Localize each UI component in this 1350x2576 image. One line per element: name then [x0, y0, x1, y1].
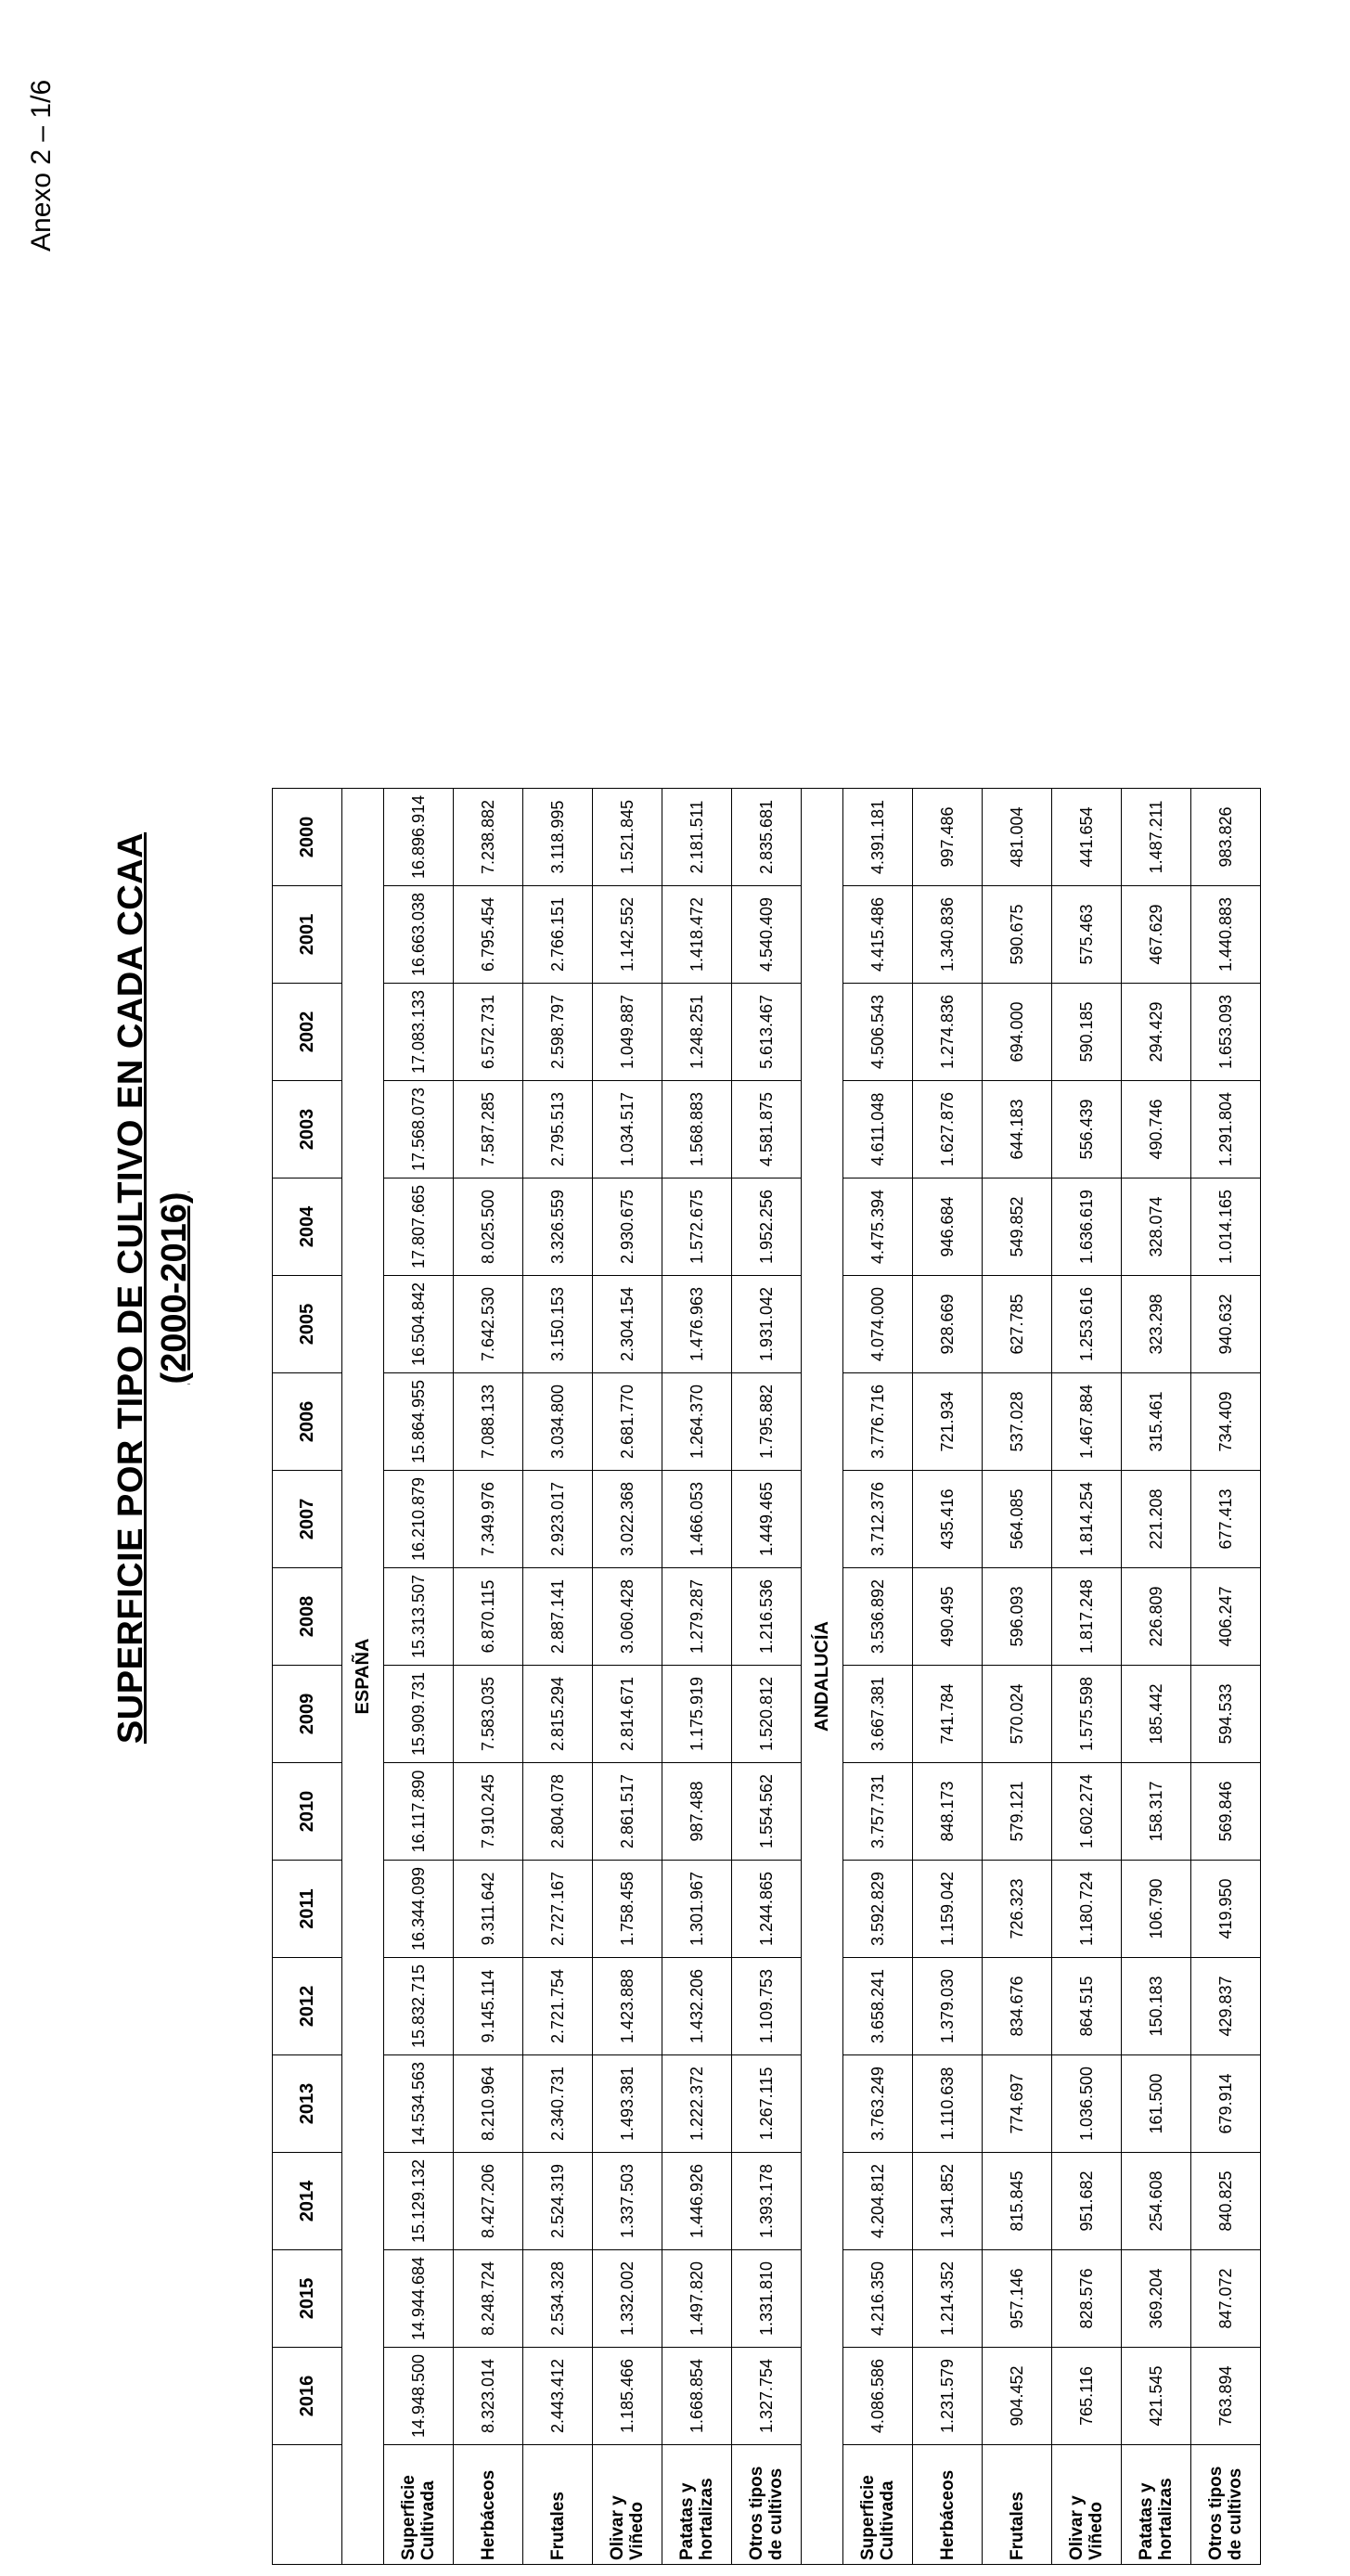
table-cell: 763.894 — [1191, 2348, 1261, 2445]
table-cell: 2.815.294 — [523, 1666, 593, 1763]
table-cell: 940.632 — [1191, 1276, 1261, 1373]
section-header-row — [802, 789, 843, 2565]
table-cell: 575.463 — [1052, 886, 1122, 984]
table-cell: 2.930.675 — [593, 1179, 662, 1276]
row-label: Patatas y hortalizas — [1122, 2445, 1191, 2565]
table-cell: 1.520.812 — [732, 1666, 802, 1763]
table-cell: 1.109.753 — [732, 1958, 802, 2055]
table-cell: 848.173 — [913, 1763, 983, 1861]
table-cell: 1.244.865 — [732, 1861, 802, 1958]
year-header: 2002 — [273, 984, 342, 1081]
table-cell: 834.676 — [983, 1958, 1052, 2055]
table-cell: 1.142.552 — [593, 886, 662, 984]
table-row — [913, 789, 983, 2565]
table-cell: 16.896.914 — [384, 789, 454, 886]
header-corner — [273, 2445, 342, 2565]
table-cell: 1.476.963 — [662, 1276, 732, 1373]
table-cell: 315.461 — [1122, 1373, 1191, 1471]
table-cell: 4.611.048 — [843, 1081, 913, 1179]
table-cell: 815.845 — [983, 2153, 1052, 2250]
table-cell: 1.279.287 — [662, 1568, 732, 1666]
table-cell: 2.835.681 — [732, 789, 802, 886]
table-cell: 1.795.882 — [732, 1373, 802, 1471]
table-cell: 1.627.876 — [913, 1081, 983, 1179]
table-cell: 579.121 — [983, 1763, 1052, 1861]
table-cell: 1.449.465 — [732, 1471, 802, 1568]
year-header: 2009 — [273, 1666, 342, 1763]
row-label: Olivar y Viñedo — [593, 2445, 662, 2565]
table-cell: 3.060.428 — [593, 1568, 662, 1666]
year-header-row — [273, 789, 342, 2565]
table-cell: 1.185.466 — [593, 2348, 662, 2445]
table-cell: 590.185 — [1052, 984, 1122, 1081]
table-cell: 1.668.854 — [662, 2348, 732, 2445]
table-cell: 4.540.409 — [732, 886, 802, 984]
table-cell: 957.146 — [983, 2250, 1052, 2348]
table-cell: 679.914 — [1191, 2055, 1261, 2153]
table-cell: 221.208 — [1122, 1471, 1191, 1568]
year-header: 2008 — [273, 1568, 342, 1666]
year-header: 2005 — [273, 1276, 342, 1373]
table-cell: 1.466.053 — [662, 1471, 732, 1568]
table-cell: 369.204 — [1122, 2250, 1191, 2348]
table-cell: 3.592.829 — [843, 1861, 913, 1958]
table-cell: 1.036.500 — [1052, 2055, 1122, 2153]
table-row — [523, 789, 593, 2565]
table-cell: 150.183 — [1122, 1958, 1191, 2055]
table-cell: 564.085 — [983, 1471, 1052, 1568]
title-block — [111, 0, 195, 2576]
table-cell: 734.409 — [1191, 1373, 1261, 1471]
table-cell: 596.093 — [983, 1568, 1052, 1666]
table-cell: 17.568.073 — [384, 1081, 454, 1179]
table-cell: 467.629 — [1122, 886, 1191, 984]
table-cell: 1.931.042 — [732, 1276, 802, 1373]
table-cell: 4.086.586 — [843, 2348, 913, 2445]
year-header: 2014 — [273, 2153, 342, 2250]
table-cell: 106.790 — [1122, 1861, 1191, 1958]
table-cell: 1.267.115 — [732, 2055, 802, 2153]
table-cell: 1.653.093 — [1191, 984, 1261, 1081]
table-cell: 8.248.724 — [454, 2250, 523, 2348]
table-cell: 2.887.141 — [523, 1568, 593, 1666]
table-cell: 328.074 — [1122, 1179, 1191, 1276]
table-cell: 1.175.919 — [662, 1666, 732, 1763]
table-cell: 569.846 — [1191, 1763, 1261, 1861]
table-cell: 419.950 — [1191, 1861, 1261, 1958]
table-cell: 2.727.167 — [523, 1861, 593, 1958]
table-cell: 1.332.002 — [593, 2250, 662, 2348]
table-cell: 537.028 — [983, 1373, 1052, 1471]
table-row — [1191, 789, 1261, 2565]
row-label: Patatas y hortalizas — [662, 2445, 732, 2565]
table-cell: 570.024 — [983, 1666, 1052, 1763]
table-cell: 549.852 — [983, 1179, 1052, 1276]
table-cell: 2.181.511 — [662, 789, 732, 886]
table-cell: 1.331.810 — [732, 2250, 802, 2348]
table-cell: 14.944.684 — [384, 2250, 454, 2348]
table-cell: 7.642.530 — [454, 1276, 523, 1373]
table-row — [732, 789, 802, 2565]
table-cell: 1.337.503 — [593, 2153, 662, 2250]
table-cell: 1.014.165 — [1191, 1179, 1261, 1276]
table-cell: 1.110.638 — [913, 2055, 983, 2153]
table-cell: 644.183 — [983, 1081, 1052, 1179]
section-header-row — [342, 789, 384, 2565]
table-cell: 5.613.467 — [732, 984, 802, 1081]
table-cell: 421.545 — [1122, 2348, 1191, 2445]
table-cell: 1.327.754 — [732, 2348, 802, 2445]
table-cell: 1.264.370 — [662, 1373, 732, 1471]
table-cell: 16.344.099 — [384, 1861, 454, 1958]
table-cell: 1.393.178 — [732, 2153, 802, 2250]
table-cell: 1.423.888 — [593, 1958, 662, 2055]
table-cell: 1.817.248 — [1052, 1568, 1122, 1666]
year-header: 2016 — [273, 2348, 342, 2445]
table-cell: 3.022.368 — [593, 1471, 662, 1568]
table-cell: 1.521.845 — [593, 789, 662, 886]
table-cell: 2.804.078 — [523, 1763, 593, 1861]
section-title: ESPAÑA — [342, 789, 384, 2565]
table-cell: 2.340.731 — [523, 2055, 593, 2153]
year-header: 2006 — [273, 1373, 342, 1471]
row-label: Otros tipos de cultivos — [1191, 2445, 1261, 2565]
table-cell: 1.758.458 — [593, 1861, 662, 1958]
table-cell: 15.129.132 — [384, 2153, 454, 2250]
table-cell: 3.658.241 — [843, 1958, 913, 2055]
table-cell: 8.210.964 — [454, 2055, 523, 2153]
table-cell: 226.809 — [1122, 1568, 1191, 1666]
table-cell: 828.576 — [1052, 2250, 1122, 2348]
table-cell: 1.572.675 — [662, 1179, 732, 1276]
table-cell: 987.488 — [662, 1763, 732, 1861]
table-cell: 4.415.486 — [843, 886, 913, 984]
table-cell: 15.909.731 — [384, 1666, 454, 1763]
table-cell: 15.832.715 — [384, 1958, 454, 2055]
table-cell: 1.231.579 — [913, 2348, 983, 2445]
table-cell: 1.602.274 — [1052, 1763, 1122, 1861]
table-cell: 15.313.507 — [384, 1568, 454, 1666]
table-cell: 254.608 — [1122, 2153, 1191, 2250]
table-cell: 1.222.372 — [662, 2055, 732, 2153]
table-cell: 429.837 — [1191, 1958, 1261, 2055]
table-cell: 1.049.887 — [593, 984, 662, 1081]
table-row — [843, 789, 913, 2565]
table-cell: 3.326.559 — [523, 1179, 593, 1276]
table-cell: 3.536.892 — [843, 1568, 913, 1666]
year-header: 2004 — [273, 1179, 342, 1276]
table-cell: 3.763.249 — [843, 2055, 913, 2153]
table-cell: 1.440.883 — [1191, 886, 1261, 984]
table-cell: 6.795.454 — [454, 886, 523, 984]
table-cell: 997.486 — [913, 789, 983, 886]
table-row — [384, 789, 454, 2565]
table-cell: 3.776.716 — [843, 1373, 913, 1471]
crop-surface-table — [272, 788, 1261, 2565]
table-cell: 1.253.616 — [1052, 1276, 1122, 1373]
table-cell: 158.317 — [1122, 1763, 1191, 1861]
table-cell: 1.379.030 — [913, 1958, 983, 2055]
table-cell: 1.636.619 — [1052, 1179, 1122, 1276]
table-cell: 741.784 — [913, 1666, 983, 1763]
table-cell: 1.814.254 — [1052, 1471, 1122, 1568]
table-cell: 1.034.517 — [593, 1081, 662, 1179]
table-cell: 1.432.206 — [662, 1958, 732, 2055]
table-row — [983, 789, 1052, 2565]
table-cell: 1.497.820 — [662, 2250, 732, 2348]
table-cell: 1.493.381 — [593, 2055, 662, 2153]
table-cell: 1.180.724 — [1052, 1861, 1122, 1958]
table-cell: 1.467.884 — [1052, 1373, 1122, 1471]
table-cell: 16.210.879 — [384, 1471, 454, 1568]
table-cell: 677.413 — [1191, 1471, 1261, 1568]
table-cell: 8.025.500 — [454, 1179, 523, 1276]
table-cell: 2.721.754 — [523, 1958, 593, 2055]
table-cell: 7.583.035 — [454, 1666, 523, 1763]
table-cell: 14.948.500 — [384, 2348, 454, 2445]
table-cell: 185.442 — [1122, 1666, 1191, 1763]
table-cell: 7.238.882 — [454, 789, 523, 886]
table-cell: 17.083.133 — [384, 984, 454, 1081]
table-cell: 2.681.770 — [593, 1373, 662, 1471]
year-header: 2003 — [273, 1081, 342, 1179]
table-cell: 7.349.976 — [454, 1471, 523, 1568]
table-cell: 1.952.256 — [732, 1179, 802, 1276]
table-cell: 2.443.412 — [523, 2348, 593, 2445]
table-cell: 721.934 — [913, 1373, 983, 1471]
table-cell: 323.298 — [1122, 1276, 1191, 1373]
table-cell: 9.311.642 — [454, 1861, 523, 1958]
row-label: Otros tipos de cultivos — [732, 2445, 802, 2565]
table-cell: 6.572.731 — [454, 984, 523, 1081]
table-cell: 3.757.731 — [843, 1763, 913, 1861]
table-cell: 2.534.328 — [523, 2250, 593, 2348]
table-cell: 627.785 — [983, 1276, 1052, 1373]
table-cell: 7.587.285 — [454, 1081, 523, 1179]
year-header: 2001 — [273, 886, 342, 984]
table-cell: 3.034.800 — [523, 1373, 593, 1471]
table-cell: 726.323 — [983, 1861, 1052, 1958]
page-subtitle: (2000-2016) — [155, 1191, 194, 1385]
row-label: Superficie Cultivada — [843, 2445, 913, 2565]
table-cell: 594.533 — [1191, 1666, 1261, 1763]
table-cell: 2.814.671 — [593, 1666, 662, 1763]
table-cell: 4.475.394 — [843, 1179, 913, 1276]
page-title: SUPERFICIE POR TIPO DE CULTIVO EN CADA CCAA — [111, 831, 150, 1745]
table-cell: 3.150.153 — [523, 1276, 593, 1373]
table-cell: 14.534.563 — [384, 2055, 454, 2153]
table-cell: 3.712.376 — [843, 1471, 913, 1568]
table-cell: 7.088.133 — [454, 1373, 523, 1471]
table-cell: 864.515 — [1052, 1958, 1122, 2055]
table-cell: 1.487.211 — [1122, 789, 1191, 886]
table-cell: 4.074.000 — [843, 1276, 913, 1373]
table-cell: 2.795.513 — [523, 1081, 593, 1179]
table-cell: 481.004 — [983, 789, 1052, 886]
section-title: ANDALUCÍA — [802, 789, 843, 2565]
table-cell: 4.204.812 — [843, 2153, 913, 2250]
row-label: Herbáceos — [454, 2445, 523, 2565]
table-row — [1122, 789, 1191, 2565]
table-cell: 1.216.536 — [732, 1568, 802, 1666]
row-label: Herbáceos — [913, 2445, 983, 2565]
table-cell: 1.575.598 — [1052, 1666, 1122, 1763]
table-cell: 16.663.038 — [384, 886, 454, 984]
table-cell: 3.118.995 — [523, 789, 593, 886]
table-cell: 1.274.836 — [913, 984, 983, 1081]
table-cell: 1.554.562 — [732, 1763, 802, 1861]
table-cell: 951.682 — [1052, 2153, 1122, 2250]
table-cell: 2.861.517 — [593, 1763, 662, 1861]
table-cell: 1.446.926 — [662, 2153, 732, 2250]
table-cell: 490.495 — [913, 1568, 983, 1666]
table-cell: 4.506.543 — [843, 984, 913, 1081]
table-cell: 161.500 — [1122, 2055, 1191, 2153]
table-cell: 946.684 — [913, 1179, 983, 1276]
table-cell: 8.323.014 — [454, 2348, 523, 2445]
table-cell: 1.301.967 — [662, 1861, 732, 1958]
table-cell: 1.214.352 — [913, 2250, 983, 2348]
annex-label: Anexo 2 – 1/6 — [26, 79, 57, 251]
table-cell: 928.669 — [913, 1276, 983, 1373]
table-cell: 590.675 — [983, 886, 1052, 984]
table-cell: 1.341.852 — [913, 2153, 983, 2250]
table-cell: 1.418.472 — [662, 886, 732, 984]
table-cell: 435.416 — [913, 1471, 983, 1568]
table-cell: 16.117.890 — [384, 1763, 454, 1861]
table-cell: 2.524.319 — [523, 2153, 593, 2250]
year-header: 2015 — [273, 2250, 342, 2348]
year-header: 2013 — [273, 2055, 342, 2153]
year-header: 2010 — [273, 1763, 342, 1861]
table-cell: 2.766.151 — [523, 886, 593, 984]
table-cell: 2.598.797 — [523, 984, 593, 1081]
table-cell: 3.667.381 — [843, 1666, 913, 1763]
year-header: 2007 — [273, 1471, 342, 1568]
table-cell: 15.864.955 — [384, 1373, 454, 1471]
table-cell: 4.216.350 — [843, 2250, 913, 2348]
table-row — [593, 789, 662, 2565]
table-cell: 840.825 — [1191, 2153, 1261, 2250]
table-cell: 406.247 — [1191, 1568, 1261, 1666]
table-cell: 6.870.115 — [454, 1568, 523, 1666]
table-cell: 9.145.114 — [454, 1958, 523, 2055]
table-row — [454, 789, 523, 2565]
table-cell: 7.910.245 — [454, 1763, 523, 1861]
table-cell: 2.304.154 — [593, 1276, 662, 1373]
table-cell: 556.439 — [1052, 1081, 1122, 1179]
year-header: 2012 — [273, 1958, 342, 2055]
table-cell: 983.826 — [1191, 789, 1261, 886]
year-header: 2000 — [273, 789, 342, 886]
table-cell: 765.116 — [1052, 2348, 1122, 2445]
table-cell: 17.807.665 — [384, 1179, 454, 1276]
table-cell: 1.248.251 — [662, 984, 732, 1081]
table-cell: 694.000 — [983, 984, 1052, 1081]
table-cell: 441.654 — [1052, 789, 1122, 886]
table-cell: 904.452 — [983, 2348, 1052, 2445]
table-cell: 2.923.017 — [523, 1471, 593, 1568]
table-cell: 16.504.842 — [384, 1276, 454, 1373]
table-cell: 774.697 — [983, 2055, 1052, 2153]
table-cell: 8.427.206 — [454, 2153, 523, 2250]
table-cell: 294.429 — [1122, 984, 1191, 1081]
row-label: Superficie Cultivada — [384, 2445, 454, 2565]
table-cell: 4.581.875 — [732, 1081, 802, 1179]
table-cell: 490.746 — [1122, 1081, 1191, 1179]
table-row — [662, 789, 732, 2565]
row-label: Olivar y Viñedo — [1052, 2445, 1122, 2565]
table-row — [1052, 789, 1122, 2565]
table-cell: 4.391.181 — [843, 789, 913, 886]
table-cell: 1.568.883 — [662, 1081, 732, 1179]
table-cell: 1.291.804 — [1191, 1081, 1261, 1179]
table-cell: 1.340.836 — [913, 886, 983, 984]
row-label: Frutales — [523, 2445, 593, 2565]
year-header: 2011 — [273, 1861, 342, 1958]
table-cell: 847.072 — [1191, 2250, 1261, 2348]
table-cell: 1.159.042 — [913, 1861, 983, 1958]
row-label: Frutales — [983, 2445, 1052, 2565]
